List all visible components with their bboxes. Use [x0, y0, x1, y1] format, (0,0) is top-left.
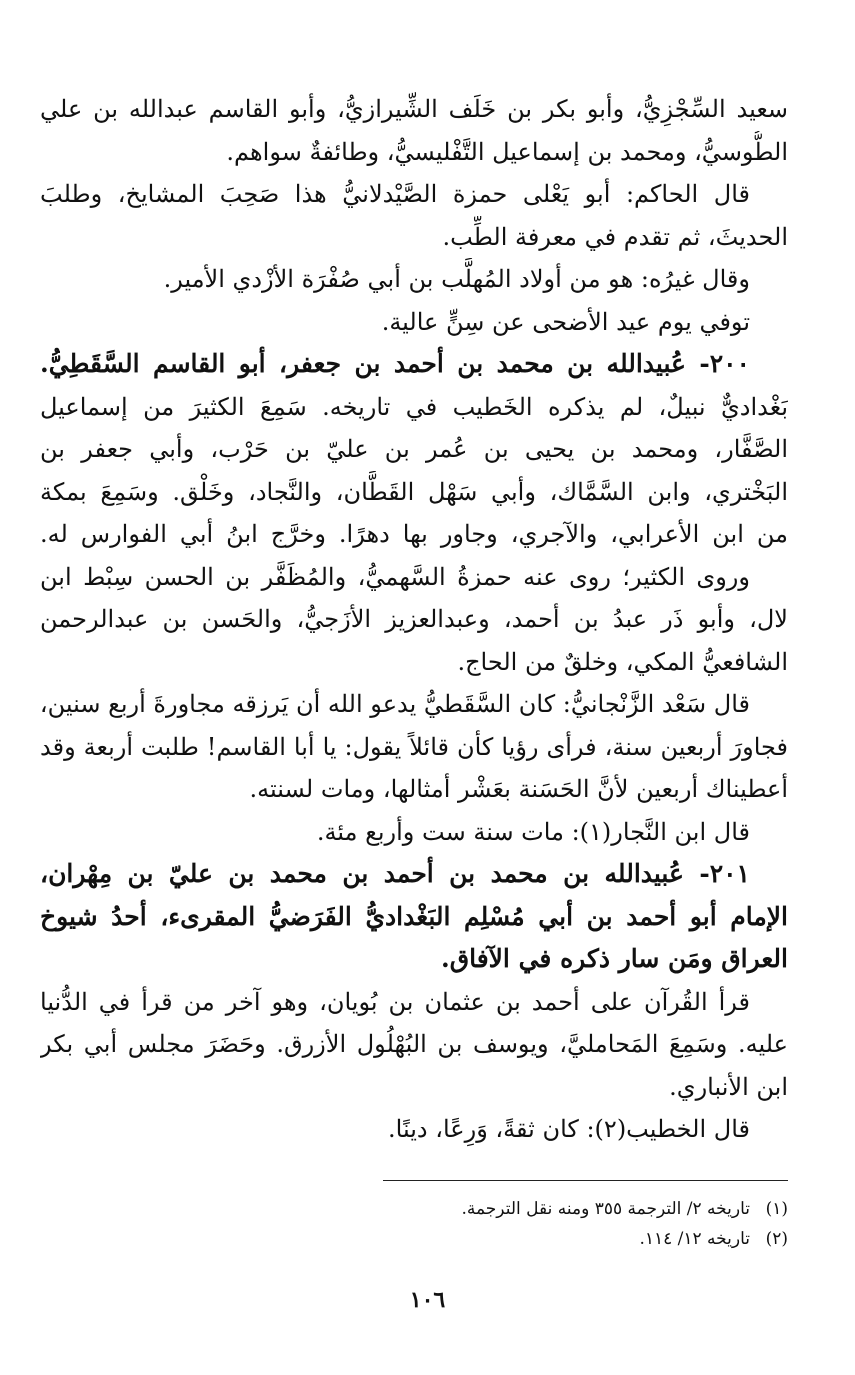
text-line: قال الخطيب(٢): كان ثقةً، وَرِعًا، دينًا. — [388, 1115, 750, 1143]
text-line: قال الحاكم: أبو يَعْلى حمزة الصَّيْدلانيُّ هذا صَحِبَ المشايخ، وطلبَ — [40, 180, 750, 208]
text-line: الصَّفَّار، ومحمد بن يحيى بن عُمر بن عليّ بن حَرْب، وأبي جعفر بن — [40, 435, 788, 463]
footnote-number: (١) — [765, 1199, 788, 1219]
text-line: قرأ القُرآن على أحمد بن عثمان بن بُويان، وهو آخر من قرأ في الدُّنيا — [40, 987, 750, 1016]
text-line: عليه. وسَمِعَ المَحامليَّ، ويوسف بن البُهْلُول الأزرق. وحَضَرَ مجلس أبي بكر — [40, 1030, 788, 1058]
footnote-text: تاريخه ١٢/ ١١٤. — [639, 1229, 750, 1249]
text-line: وقال غيرُه: هو من أولاد المُهلَّب بن أبي صُفْرَة الأزْدي الأمير. — [163, 265, 750, 293]
footnote-number: (٢) — [765, 1229, 788, 1249]
entry-heading-line: ٢٠٠- عُبيدالله بن محمد بن أحمد بن جعفر، أبو القاسم السَّقَطِيُّ. — [40, 349, 750, 378]
text-line: قال سَعْد الزَّنْجانيُّ: كان السَّقَطيُّ يدعو الله أن يَرزقه مجاورةَ أربع سنين، — [40, 690, 750, 718]
text-line: سعيد السِّجْزِيُّ، وأبو بكر بن خَلَف الشِّيرازيُّ، وأبو القاسم عبدالله بن علي — [40, 95, 788, 123]
text-line: الحديثَ، ثم تقدم في معرفة الطِّب. — [442, 222, 788, 251]
entry-heading-line: ٢٠١- عُبيدالله بن محمد بن أحمد بن محمد بن عليّ بن مِهْران، — [40, 859, 750, 888]
footnote-2 — [40, 1224, 788, 1254]
text-line: الطُّوسيُّ، ومحمد بن إسماعيل التَّفْليسيُّ، وطائفةٌ سواهم. — [226, 137, 788, 166]
text-line: ابن الأنباري. — [669, 1072, 788, 1101]
text-line: لال، وأبو ذَر عبدُ بن أحمد، وعبدالعزيز الأزَجيُّ، والحَسن بن عبدالرحمن — [40, 605, 788, 633]
footnotes — [40, 1194, 788, 1254]
text-line: توفي يوم عيد الأضحى عن سِنٍّ عالية. — [381, 307, 750, 336]
footnote-text: تاريخه ٢/ الترجمة ٣٥٥ ومنه نقل الترجمة. — [461, 1199, 750, 1219]
entry-heading-line: العراق ومَن سار ذكره في الآفاق. — [441, 944, 788, 973]
text-line: من ابن الأعرابي، والآجري، وجاور بها دهرًا. وخرَّج ابنُ أبي الفوارس له. — [40, 520, 788, 548]
text-line: بَغْداديٌّ نبيلٌ، لم يذكره الخَطيب في تاريخه. سَمِعَ الكثيرَ من إسماعيل — [40, 392, 788, 421]
text-line: أعطيناك أربعين لأنَّ الحَسَنة بعَشْر أمثالها، ومات لسنته. — [249, 775, 788, 803]
text-line: البَخْتري، وابن السَّمَّاك، وأبي سَهْل القَطَّان، والنَّجاد، وخَلْق. وسَمِعَ بمكة — [40, 477, 788, 506]
footnote-1 — [40, 1194, 788, 1224]
entry-heading-line: الإمام أبو أحمد بن أبي مُسْلِم البَغْداديُّ الفَرَضيُّ المقرىء، أحدُ شيوخ — [40, 901, 788, 931]
text-line: فجاورَ أربعين سنة، فرأى رؤيا كأن قائلاً يقول: يا أبا القاسم! طلبت أربعة وقد — [40, 732, 788, 761]
text-line: قال ابن النَّجار(١): مات سنة ست وأربع مئة. — [316, 817, 750, 846]
footnote-separator — [383, 1180, 788, 1181]
text-line: وروى الكثير؛ روى عنه حمزةُ السَّهميُّ، والمُظَفَّر بن الحسن سِبْط ابن — [40, 562, 750, 591]
text-line: الشافعيُّ المكي، وخلقٌ من الحاج. — [457, 647, 788, 676]
page-body — [40, 88, 788, 1151]
page-number: ١٠٦ — [409, 1287, 446, 1313]
